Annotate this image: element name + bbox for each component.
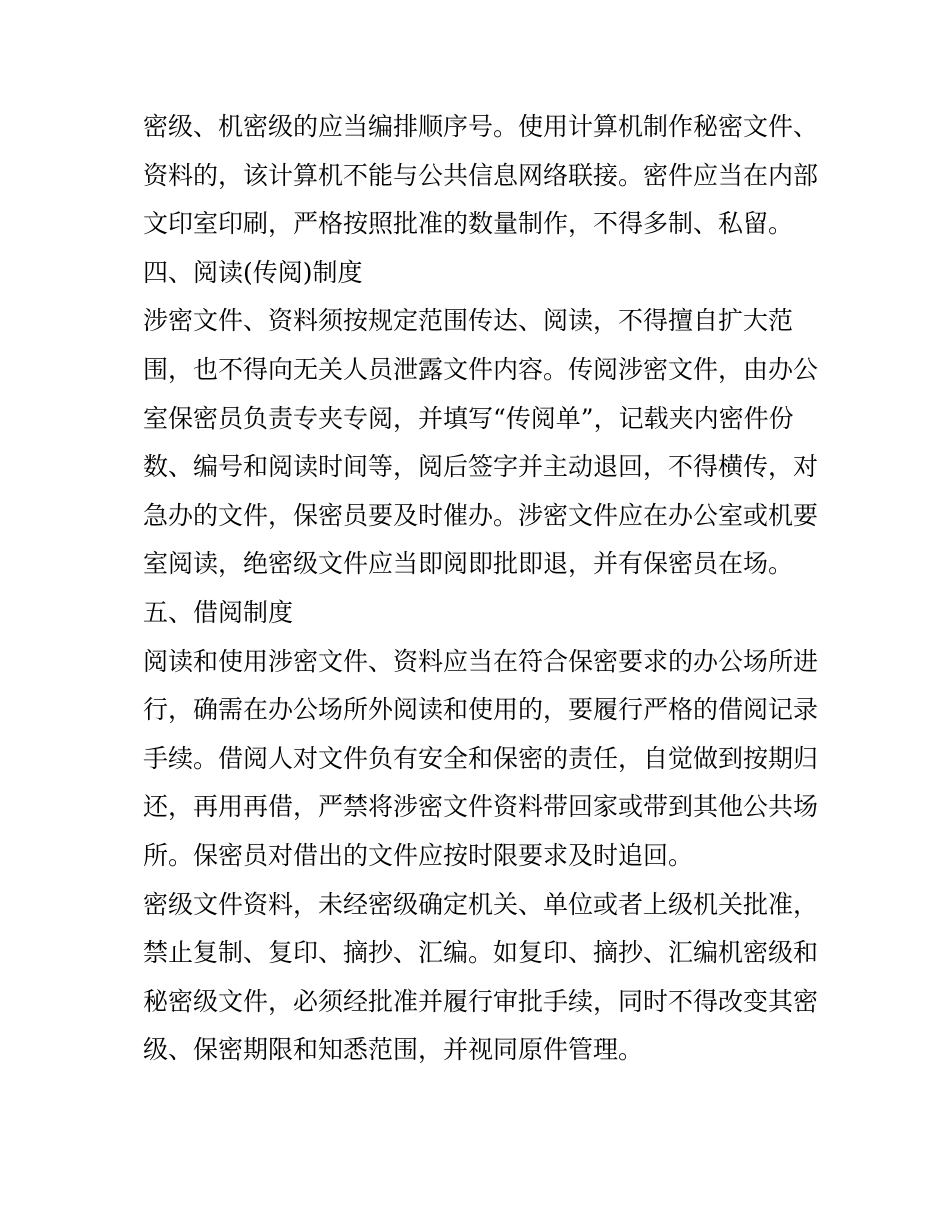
body-line: 围，也不得向无关人员泄露文件内容。传阅涉密文件，由办公 <box>143 354 819 384</box>
body-line: 手续。借阅人对文件负有安全和保密的责任，自觉做到按期归 <box>143 743 819 773</box>
body-line: 禁止复制、复印、摘抄、汇编。如复印、摘抄、汇编机密级和 <box>143 938 819 968</box>
body-line: 急办的文件，保密员要及时催办。涉密文件应在办公室或机要 <box>143 500 819 530</box>
body-line: 密级文件资料，未经密级确定机关、单位或者上级机关批准， <box>143 889 819 919</box>
body-line: 数、编号和阅读时间等，阅后签字并主动退回，不得横传，对 <box>143 452 819 482</box>
body-line: 密级、机密级的应当编排顺序号。使用计算机制作秘密文件、 <box>143 112 819 141</box>
section-heading-4: 四、阅读(传阅)制度 <box>143 257 363 287</box>
body-line: 室保密员负责专夹专阅，并填写“传阅单”，记载夹内密件份 <box>143 403 794 433</box>
section-heading-5: 五、借阅制度 <box>143 597 294 627</box>
body-line: 还，再用再借，严禁将涉密文件资料带回家或带到其他公共场 <box>143 792 819 822</box>
body-line: 阅读和使用涉密文件、资料应当在符合保密要求的办公场所进 <box>143 646 819 676</box>
body-line: 级、保密期限和知悉范围，并视同原件管理。 <box>143 1035 644 1065</box>
body-line: 所。保密员对借出的文件应按时限要求及时追回。 <box>143 840 694 870</box>
body-line: 室阅读，绝密级文件应当即阅即批即退，并有保密员在场。 <box>143 549 794 579</box>
body-line: 涉密文件、资料须按规定范围传达、阅读，不得擅自扩大范 <box>143 306 794 336</box>
body-line: 文印室印刷，严格按照批准的数量制作，不得多制、私留。 <box>143 209 794 239</box>
body-line: 行，确需在办公场所外阅读和使用的，要履行严格的借阅记录 <box>143 695 819 725</box>
body-line: 资料的，该计算机不能与公共信息网络联接。密件应当在内部 <box>143 160 819 190</box>
body-line: 秘密级文件，必须经批准并履行审批手续，同时不得改变其密 <box>143 986 819 1016</box>
document-body <box>143 103 823 1075</box>
